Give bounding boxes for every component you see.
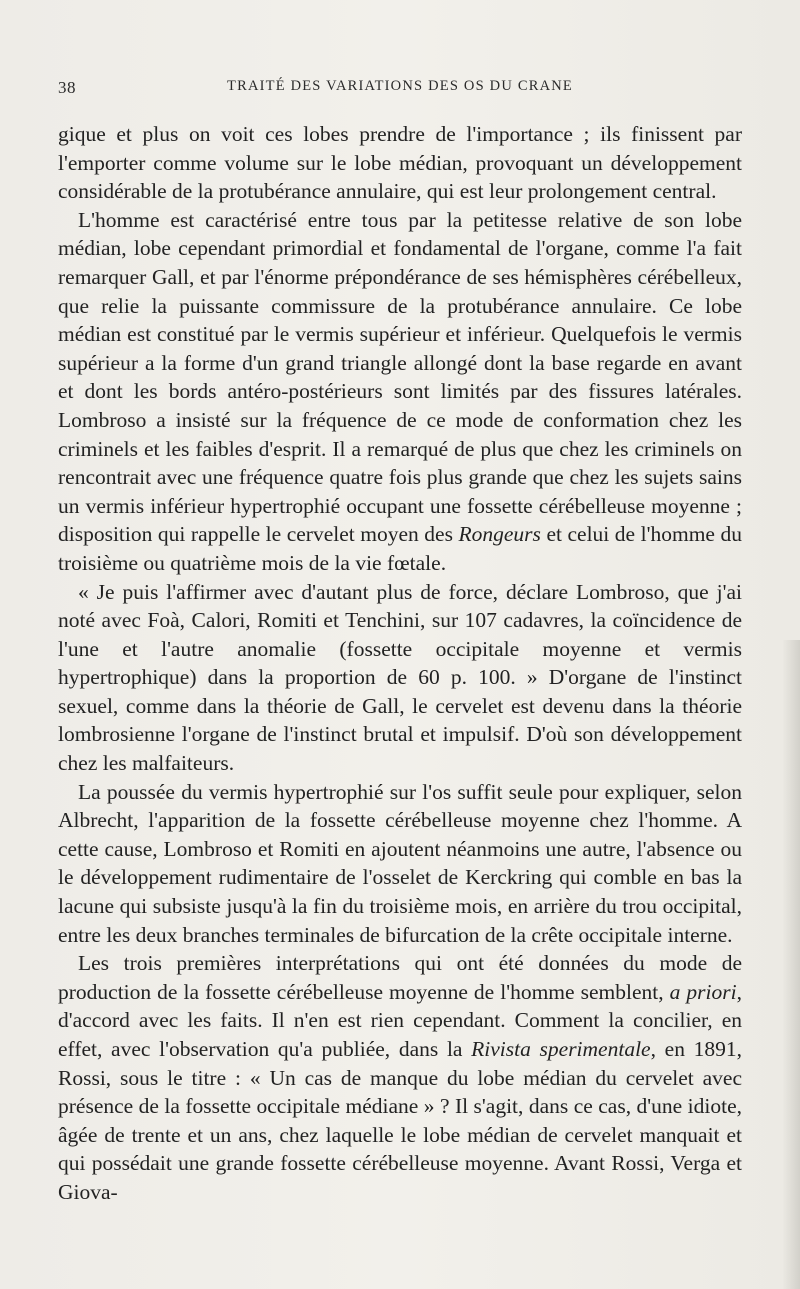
paragraph-2	[58, 206, 742, 578]
running-title: TRAITÉ DES VARIATIONS DES OS DU CRANE	[227, 78, 573, 94]
page-number: 38	[58, 78, 76, 97]
paragraph-2-end: et celui de l'homme du troisième ou quatrième mois de la vie fœtale.	[58, 522, 742, 575]
paragraph-2-italic: Rongeurs	[458, 522, 541, 547]
paragraph-3: « Je puis l'affirmer avec d'autant plus de force, déclare Lombroso, que j'ai noté avec Foà, Calori, Romiti et Tenchini, sur 107 cadavres, la coïncidence de l'une et l'autre anomalie (fossette occipitale moyenne et vermis hypertrophique) dans la proportion de 60 p. 100. » D'organe de l'instinct sexuel, comme dans la théorie de Gall, le cervelet est devenu dans la théorie lombrosienne l'organe de l'instinct brutal et impulsif. D'où son développement chez les malfaiteurs.	[58, 579, 742, 776]
paragraph-1: gique et plus on voit ces lobes prendre de l'importance ; ils finissent par l'emporter comme volume sur le lobe médian, provoquant un développement considérable de la protubérance annulaire, qui est leur prolongement central.	[58, 122, 742, 204]
paragraph-5-italic-journal: Rivista sperimentale	[471, 1037, 651, 1061]
paragraph-5-text-a: Les trois premières interprétations qui ont été données du mode de production de la fossette cérébelleuse moyenne de l'homme semblent,	[58, 951, 742, 1004]
paragraph-5-text-b: , d'accord avec les faits. Il n'en est rien cependant. Comment la concilier, en effet, avec l'observation qu'a publiée, dans la	[58, 979, 742, 1061]
paragraph-2-text: L'homme est caractérisé entre tous par la petitesse relative de son lobe médian, lobe cependant primordial et fondamental de l'organe, comme l'a fait remarquer Gall, et par l'énorme prépondérance de ses hémisphères cérébelleux, que relie la puissante commissure de la protubérance annulaire. Ce lobe médian est constitué par le vermis supérieur et inférieur. Quelquefois le vermis supérieur a la forme d'un grand triangle allongé dont la base regarde en avant et dont les bords antéro-postérieurs sont limités par des fissures latérales. Lombroso a insisté sur la fréquence de ce mode de conformation chez les criminels et les faibles d'esprit. Il a remarqué de plus que chez les criminels on rencontrait avec une fréquence quatre fois plus grande que chez les sujets sains un vermis inférieur hypertrophié occupant une fossette cérébelleuse moyenne ; disposition qui rappelle le cervelet moyen des	[58, 207, 742, 547]
paragraph-5-italic-a-priori: a priori	[669, 979, 737, 1004]
page-header	[58, 78, 742, 104]
paragraph-4: La poussée du vermis hypertrophié sur l'os suffit seule pour expliquer, selon Albrecht, l'apparition de la fossette cérébelleuse moyenne chez l'homme. A cette cause, Lombroso et Romiti en ajoutent néanmoins une autre, l'absence ou le développement rudimentaire de l'osselet de Kerckring qui comble en bas la lacune qui subsiste jusqu'à la fin du troisième mois, en arrière du trou occipital, entre les deux branches terminales de bifurcation de la crête occipitale interne.	[58, 779, 742, 947]
page-edge-shadow	[782, 640, 800, 1289]
paragraph-5-text-c: , en 1891, Rossi, sous le titre : « Un cas de manque du lobe médian du cervelet avec présence de la fossette occipitale médiane » ? Il s'agit, dans ce cas, d'une idiote, âgée de trente et un ans, chez laquelle le lobe médian de cervelet manquait et qui possédait une grande fossette cérébelleuse moyenne. Avant Rossi, Verga et Giova-	[58, 1037, 742, 1204]
paragraph-5	[58, 949, 742, 1206]
body-text	[58, 120, 742, 1207]
